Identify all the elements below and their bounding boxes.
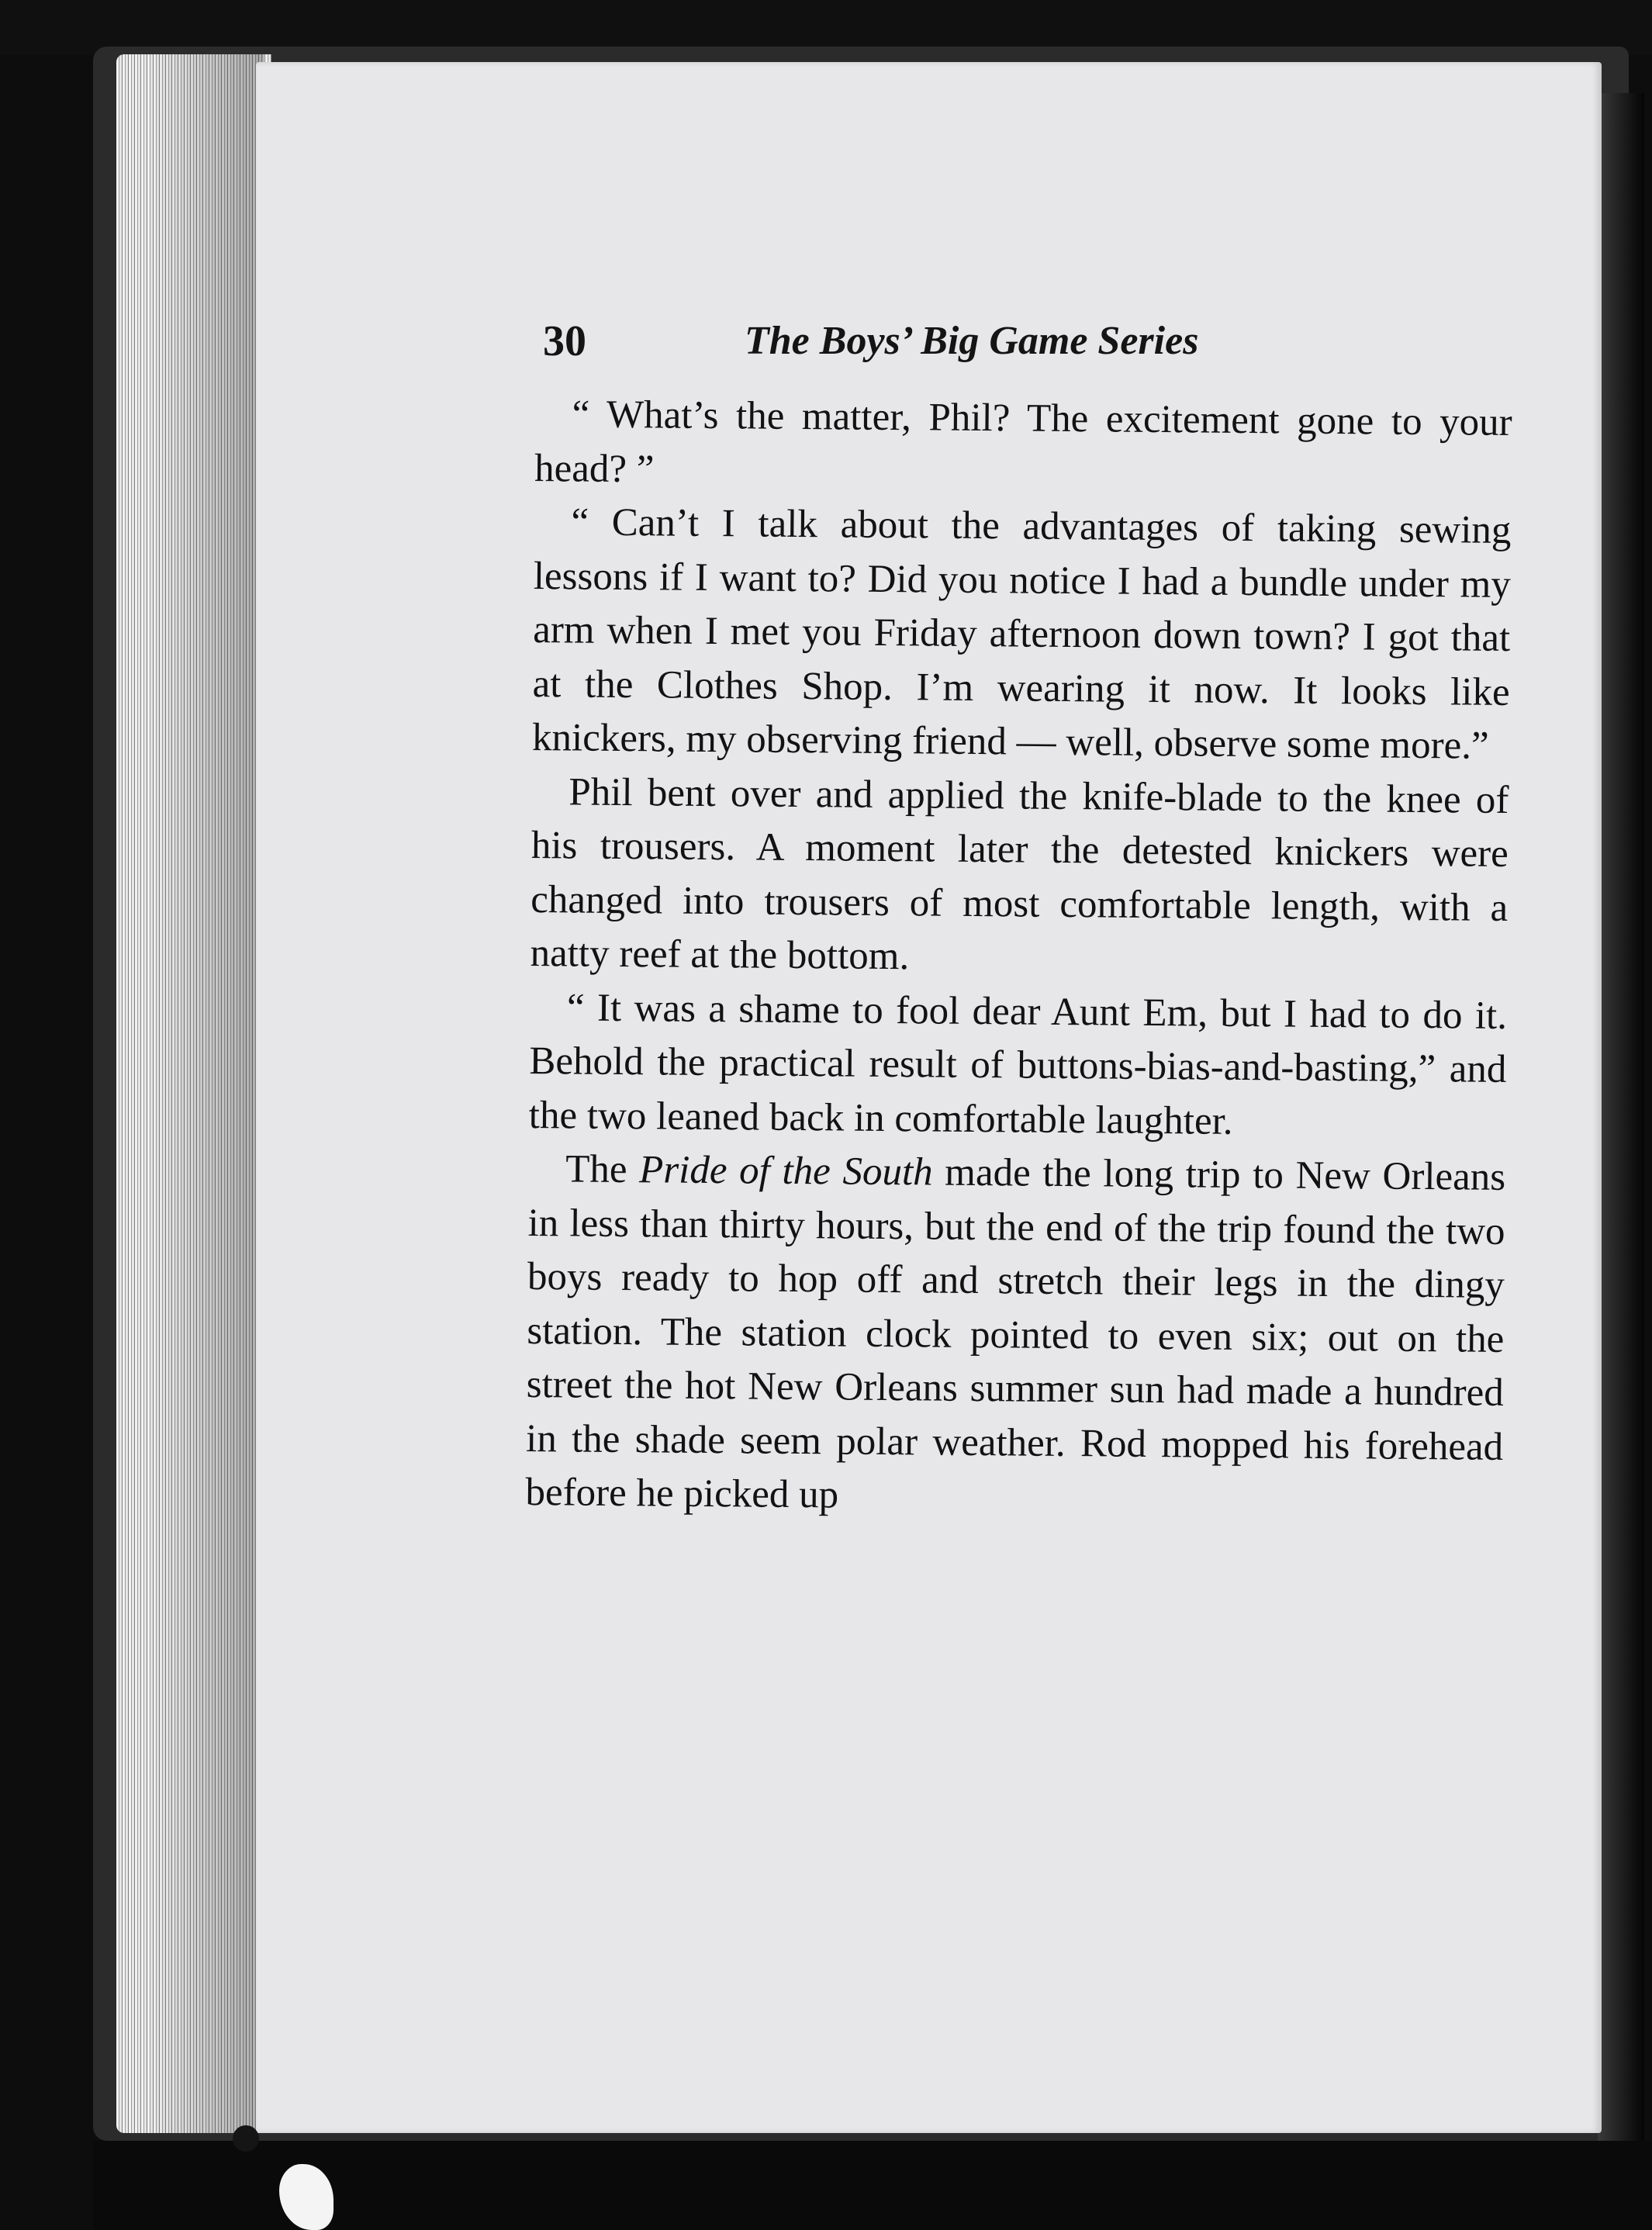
paragraph: “ It was a shame to fool dear Aunt Em, but I had to do it. Behold the practical result of buttons-bias-and-basting,” and the two leaned back in comfortable laughter. xyxy=(528,985,1508,1143)
book-cover-edge xyxy=(1598,93,1644,2156)
paragraph-suffix: made the long trip to New Orleans in less than thirty hours, but the end of the trip found the two boys ready to hop off and stretch their legs in the dingy station. The station clock pointed to even six; out on the street the hot New Orleans summer sun had made a hundred in the shade seem polar weather. Rod mopped his forehead before he picked up xyxy=(525,1150,1506,1517)
running-header xyxy=(543,310,1512,372)
paragraph xyxy=(525,1143,1505,1528)
paragraph: “ What’s the matter, Phil? The excitement gone to your head? ” xyxy=(534,392,1512,491)
page-edges-shadow xyxy=(147,54,264,2133)
scan-spot xyxy=(233,2125,259,2152)
paragraph-prefix: The xyxy=(565,1147,640,1192)
paragraph: “ Can’t I talk about the advantages of taking sewing lessons if I want to? Did you notice I had a bundle under my arm when I met you Friday afternoon down town? I got that at the Clothes Shop. I’m wearing it now. It looks like knickers, my observing friend — well, observe some more.” xyxy=(531,500,1512,768)
body-text xyxy=(525,388,1512,1528)
running-title: The Boys’ Big Game Series xyxy=(745,319,1199,363)
paragraph: Phil bent over and applied the knife-blade to the knee of his trousers. A moment later the detested knickers were changed into trousers of most comfortable length, with a natty reef at the bottom. xyxy=(530,769,1509,979)
ship-name: Pride of the South xyxy=(638,1148,933,1195)
page-number: 30 xyxy=(543,317,586,365)
